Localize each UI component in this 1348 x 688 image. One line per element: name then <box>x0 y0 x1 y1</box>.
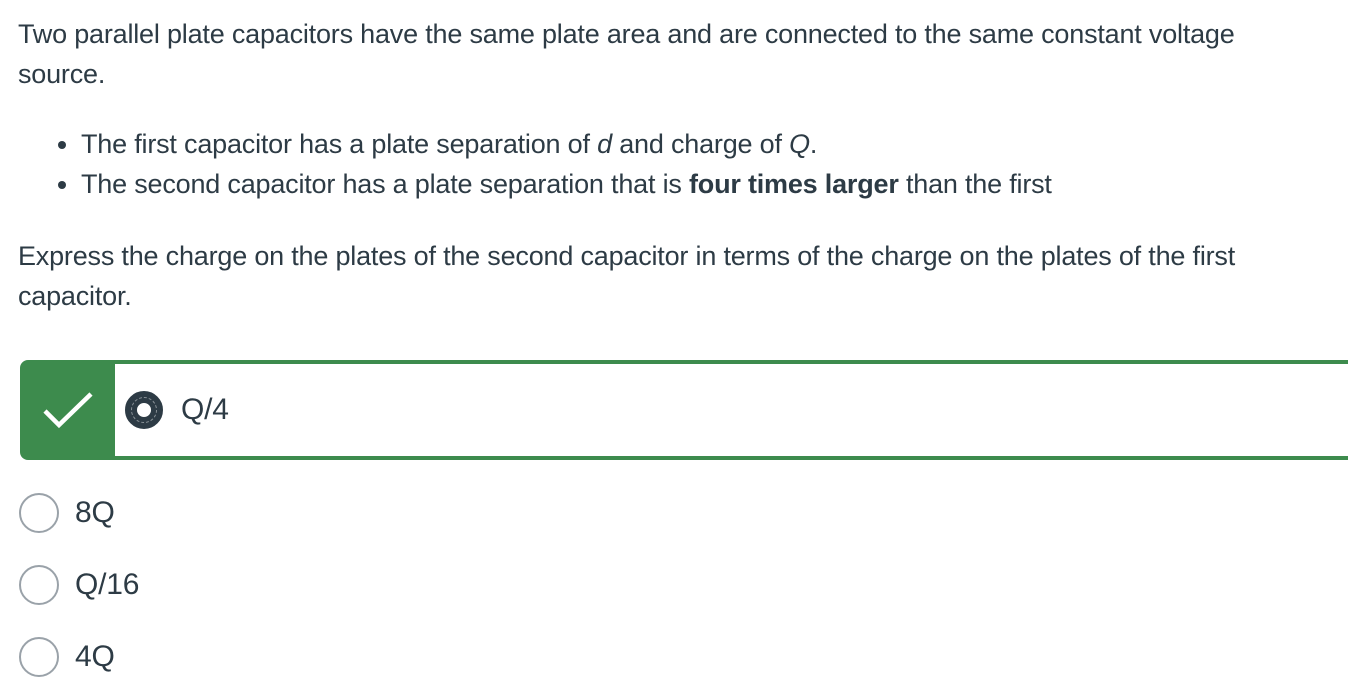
checkmark-icon <box>42 390 94 430</box>
option-row-8q[interactable] <box>19 493 1348 533</box>
option-row-4q[interactable] <box>19 637 1348 677</box>
question-intro-text: Two parallel plate capacitors have the same plate area and are connected to the same constant voltage source. <box>18 19 1235 89</box>
correct-answer-body <box>115 360 1348 460</box>
bullet-item-second-capacitor <box>81 164 1348 204</box>
bullet-bold-text: four times larger <box>688 169 899 199</box>
question-prompt-text: Express the charge on the plates of the second capacitor in terms of the charge on the plates of the first capacitor. <box>18 241 1236 311</box>
answer-label: Q/16 <box>75 568 140 601</box>
bullet-item-first-capacitor <box>81 124 1348 164</box>
radio-unselected[interactable] <box>19 493 59 533</box>
answer-label: 8Q <box>75 496 115 529</box>
variable-q: Q <box>789 129 810 159</box>
bullet-text: The first capacitor has a plate separation of <box>81 129 598 159</box>
correct-indicator <box>20 360 115 460</box>
bullet-text: and charge of <box>611 129 790 159</box>
bullet-text: The second capacitor has a plate separation that is <box>81 169 689 199</box>
correct-answer-row[interactable] <box>20 360 1348 460</box>
answer-options-list <box>19 493 1348 677</box>
radio-unselected[interactable] <box>19 565 59 605</box>
answer-label: Q/4 <box>181 393 229 426</box>
answer-label: 4Q <box>75 640 115 673</box>
radio-selected[interactable] <box>125 391 163 429</box>
variable-d: d <box>597 129 612 159</box>
question-bullet-list <box>18 124 1348 204</box>
bullet-text: than the first <box>898 169 1052 199</box>
bullet-text: . <box>809 129 818 159</box>
radio-unselected[interactable] <box>19 637 59 677</box>
option-row-q16[interactable] <box>19 565 1348 605</box>
